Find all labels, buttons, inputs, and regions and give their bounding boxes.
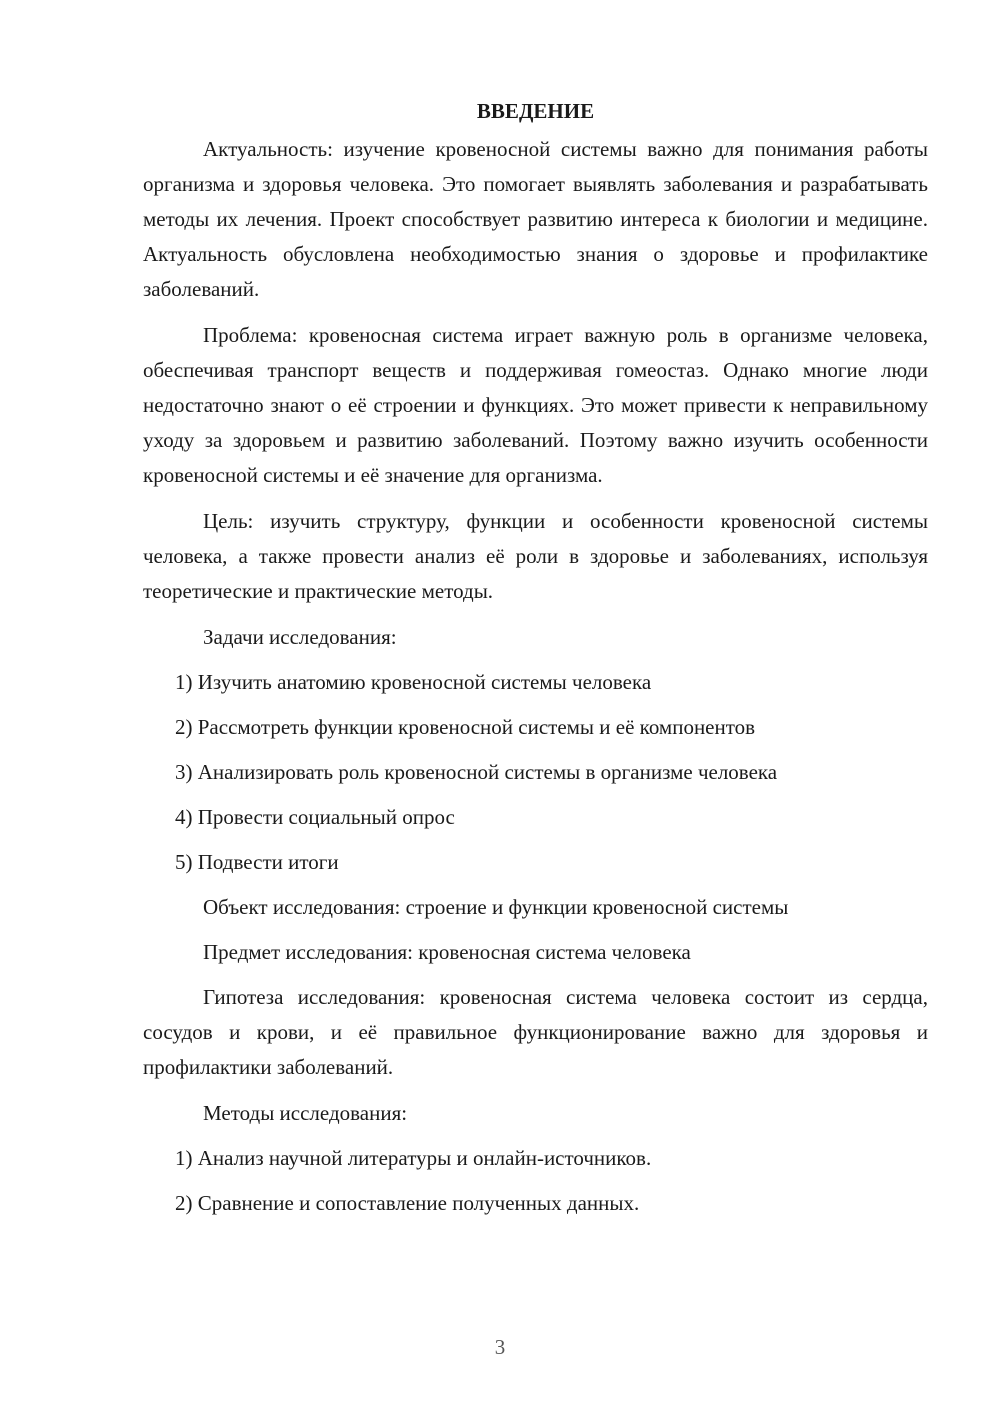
research-subject: Предмет исследования: кровеносная система человека [203,940,691,964]
section-title: ВВЕДЕНИЕ [476,99,595,123]
tasks-list [143,665,928,880]
hypothesis-paragraph: Гипотеза исследования: кровеносная система человека состоит из сердца, сосудов и крови, и её правильное функционирование важно для здоровья и профилактики заболеваний. [143,985,928,1079]
page-number: 3 [494,1335,506,1359]
task-item: 1) Изучить анатомию кровеносной системы человека [175,670,652,694]
research-object: Объект исследования: строение и функции кровеносной системы [203,895,789,919]
task-item: 3) Анализировать роль кровеносной системы в организме человека [175,760,778,784]
methods-list [143,1141,928,1221]
methods-heading: Методы исследования: [203,1101,408,1125]
tasks-heading: Задачи исследования: [203,625,397,649]
goal-paragraph: Цель: изучить структуру, функции и особенности кровеносной системы человека, а также провести анализ её роли в здоровье и заболеваниях, используя теоретические и практические методы. [143,509,928,603]
task-item: 5) Подвести итоги [175,850,339,874]
task-item: 2) Рассмотреть функции кровеносной системы и её компонентов [175,715,756,739]
method-item: 1) Анализ научной литературы и онлайн-источников. [175,1146,652,1170]
relevance-paragraph: Актуальность: изучение кровеносной системы важно для понимания работы организма и здоровья человека. Это помогает выявлять заболевания и разрабатывать методы их лечения. Проект способствует развитию интереса к биологии и медицине. Актуальность обусловлена необходимостью знания о здоровье и профилактике заболеваний. [143,137,928,301]
page-content [143,94,928,1231]
task-item: 4) Провести социальный опрос [175,805,455,829]
method-item: 2) Сравнение и сопоставление полученных данных. [175,1191,640,1215]
problem-paragraph: Проблема: кровеносная система играет важную роль в организме человека, обеспечивая транспорт веществ и поддерживая гомеостаз. Однако многие люди недостаточно знают о её строении и функциях. Это может привести к неправильному уходу за здоровьем и развитию заболеваний. Поэтому важно изучить особенности кровеносной системы и её значение для организма. [143,323,928,487]
